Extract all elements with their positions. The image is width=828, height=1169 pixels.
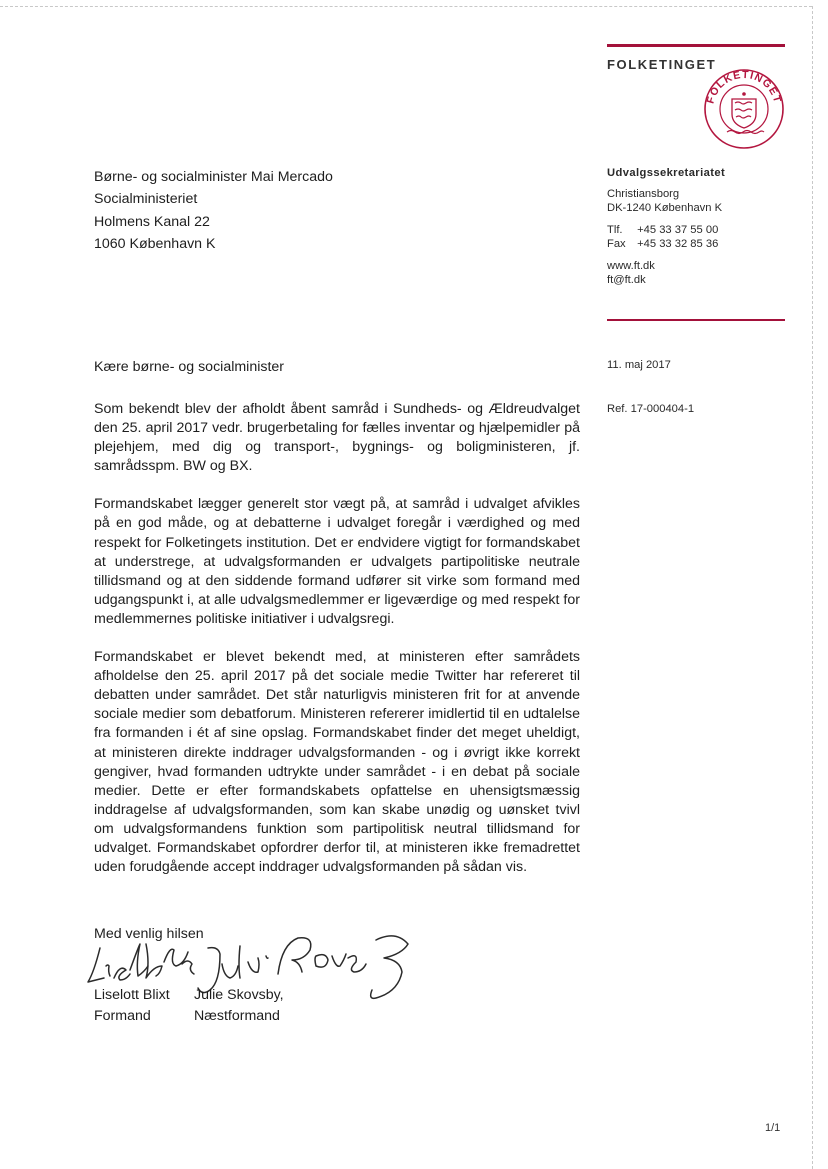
fax-number: +45 33 32 85 36	[637, 238, 719, 250]
body-paragraph: Som bekendt blev der afholdt åbent samråd i Sundheds- og Ældreudvalget den 25. april 2017 vedr. brugerbetaling for fælles inventar og hjælpemidler på plejehjem, med dig og transport-, bygnings- og boligministeren, jf. samrådsspm. BW og BX.	[94, 401, 580, 475]
letter-body	[94, 400, 580, 896]
sender-address-line: Christiansborg	[607, 188, 680, 200]
signatory-name: Liselott Blixt	[94, 987, 170, 1003]
website-link[interactable]: www.ft.dk	[607, 260, 655, 272]
brand-name: FOLKETINGET	[607, 57, 717, 72]
fax-line	[607, 237, 725, 251]
page-edge-right	[812, 6, 813, 1169]
sender-contact-block	[607, 166, 725, 287]
phone-label: Tlf.	[607, 224, 623, 236]
seal-text: FOLKETINGET	[704, 68, 784, 105]
body-paragraph: Formandskabet lægger generelt stor vægt på, at samråd i udvalget afvikles på en god måde, og at debatterne i udvalget foregår i værdighed og med respekt for Folketingets institution. Det er endvidere vigtigt for formandskabet at understrege, at udvalgsformanden er udvalgets partipolitiske neutrale tillidsmand og at den siddende formand udfører sit virke som formand med udgangspunkt i, at alle udvalgsmedlemmer er ligeværdige og med respekt for medlemmernes politiske initiativer i udvalgsregi.	[94, 496, 580, 627]
page-edge-top	[0, 6, 812, 7]
recipient-address	[94, 166, 333, 256]
parliament-seal-icon	[703, 68, 785, 150]
page-number: 1/1	[765, 1122, 781, 1134]
recipient-line: Socialministeriet	[94, 191, 198, 208]
fax-label: Fax	[607, 238, 626, 250]
header-rule	[607, 44, 785, 47]
signatory-vice-chair	[194, 985, 284, 1027]
phone-line	[607, 223, 725, 237]
sender-address-line: DK-1240 København K	[607, 202, 723, 214]
department-name: Udvalgssekretariatet	[607, 167, 726, 179]
recipient-line: Holmens Kanal 22	[94, 213, 210, 230]
letter-date: 11. maj 2017	[607, 359, 671, 371]
recipient-line: 1060 København K	[94, 236, 216, 253]
email-link[interactable]: ft@ft.dk	[607, 274, 646, 286]
sidebar-rule	[607, 319, 785, 321]
closing-phrase: Med venlig hilsen	[94, 926, 204, 942]
reference-number: Ref. 17-000404-1	[607, 403, 695, 415]
phone-number: +45 33 37 55 00	[637, 224, 719, 236]
signatory-title: Formand	[94, 1008, 151, 1024]
salutation: Kære børne- og socialminister	[94, 359, 285, 375]
signatory-title: Næstformand	[194, 1008, 280, 1024]
signatory-name: Julie Skovsby,	[194, 987, 284, 1003]
recipient-line: Børne- og socialminister Mai Mercado	[94, 169, 333, 185]
body-paragraph: Formandskabet er blevet bekendt med, at ministeren efter samrådets afholdelse den 25. april 2017 på det sociale medie Twitter har refereret til debatten under samrådet. Det står naturligvis ministeren frit for at anvende sociale medier som debatforum. Ministeren refererer imidlertid til en udtalelse fra formanden i ét af sine opslag. Formandskabet finder det meget uheldigt, at ministeren direkte inddrager udvalgsformanden - og i øvrigt ikke korrekt gengiver, hvad formanden udtrykte under samrådet - i en debat på sociale medier. Dette er efter formandskabets opfattelse en uhensigtsmæssig inddragelse af udvalgsformanden, som kan skabe unødig og uønsket tvivl om udvalgsformandens funktion som partipolitisk neutral tillidsmand for udvalget. Formandskabet opfordrer derfor til, at ministeren ikke fremadrettet uden forudgående accept inddrager udvalgsformanden på sådan vis.	[94, 649, 580, 876]
signatory-chair	[94, 985, 170, 1027]
